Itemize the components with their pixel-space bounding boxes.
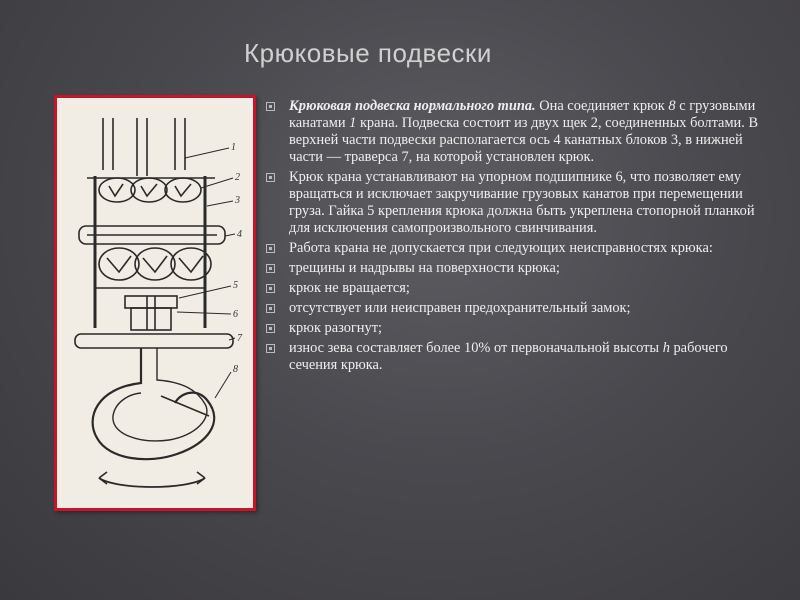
bullet-icon — [266, 264, 275, 273]
callout-5: 5 — [233, 280, 238, 291]
callout-2: 2 — [235, 172, 240, 183]
list-item: Крюк крана устанавливают на упорном подшипнике 6, что позволяет ему вращаться и исключает закручивание грузовых канатов при перемещении груза. Гайка 5 крепления крюка должна быть укреплена стопорной планкой для исключения самопроизвольного свинчивания. — [266, 169, 766, 237]
rotation-arrow — [99, 478, 205, 487]
callout-6: 6 — [233, 309, 238, 320]
list-item: крюк не вращается; — [266, 280, 766, 297]
list-item: отсутствует или неисправен предохранительный замок; — [266, 300, 766, 317]
thrust-bearing — [125, 296, 177, 330]
hook-suspension-drawing — [57, 98, 247, 502]
lower-sheaves — [99, 248, 211, 280]
callout-1: 1 — [231, 142, 236, 153]
upper-sheaves — [99, 178, 201, 202]
bullet-icon — [266, 244, 275, 253]
rope-lines — [103, 118, 185, 176]
bullet-icon — [266, 344, 275, 353]
list-item: Крюковая подвеска нормального типа. Она соединяет крюк 8 с грузовыми канатами 1 крана. Подвеска состоит из двух щек 2, соединенных болтами. В верхней части подвески располагается ось 4 канатных блоков 3, в нижней части — траверса 7, на которой установлен крюк. — [266, 98, 766, 166]
bullet-icon — [266, 284, 275, 293]
hook-suspension-figure — [54, 95, 256, 511]
list-item: Работа крана не допускается при следующих неисправностях крюка: — [266, 240, 766, 257]
bullet-icon — [266, 304, 275, 313]
callout-8: 8 — [233, 364, 238, 375]
bullet-list — [266, 98, 766, 377]
list-item: износ зева составляет более 10% от первоначальной высоты h рабочего сечения крюка. — [266, 340, 766, 374]
bullet-icon — [266, 102, 275, 111]
bullet-icon — [266, 173, 275, 182]
slide-title: Крюковые подвески — [244, 38, 492, 68]
cheek-plates — [95, 176, 205, 328]
hook-body — [93, 348, 215, 459]
list-item: крюк разогнут; — [266, 320, 766, 337]
bullet-icon — [266, 324, 275, 333]
traverse — [75, 334, 233, 348]
callout-7: 7 — [237, 333, 242, 344]
list-item: трещины и надрывы на поверхности крюка; — [266, 260, 766, 277]
callout-4: 4 — [237, 229, 242, 240]
callout-3: 3 — [235, 195, 240, 206]
